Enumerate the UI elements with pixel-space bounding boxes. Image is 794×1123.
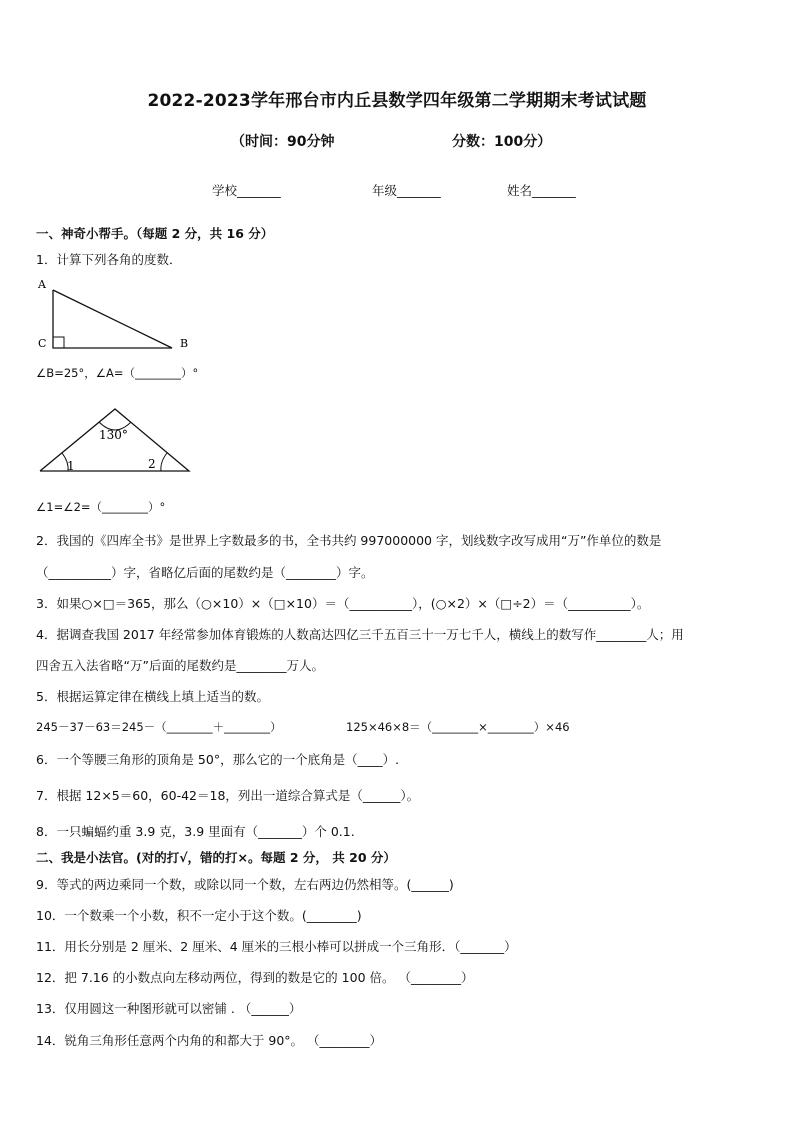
vertex-b-label: B	[180, 337, 189, 350]
question-2-line2: （__________）字，省略亿后面的尾数约是（________）字。	[36, 565, 374, 580]
question-1: 1．计算下列各角的度数．	[36, 252, 182, 267]
question-8: 8．一只蝙蝠约重 3.9 克，3.9 里面有（_______）个 0.1.	[36, 824, 355, 839]
question-9: 9．等式的两边乘同一个数，或除以同一个数，左右两边仍然相等。(______)	[36, 877, 454, 892]
obtuse-triangle-figure	[36, 404, 196, 476]
vertex-c-label: C	[38, 337, 47, 350]
page-title: 2022-2023学年邢台市内丘县数学四年级第二学期期末考试试题	[147, 91, 647, 111]
angle-130-label: 130°	[99, 428, 128, 442]
question-2-line1: 2．我国的《四库全书》是世界上字数最多的书，全书共约 997000000 字，划线数字改写成用“万”作单位的数是	[36, 533, 662, 548]
name-field: 姓名_______	[507, 183, 576, 198]
question-5a: 245－37－63＝245－（________＋________）	[36, 720, 282, 734]
school-field: 学校_______	[212, 183, 281, 198]
angle-1-label: 1	[67, 459, 75, 473]
question-5b: 125×46×8＝（________×________）×46	[346, 720, 570, 734]
question-4-line2: 四舍五入法省略“万”后面的尾数约是________万人。	[36, 658, 324, 673]
question-1b: ∠1=∠2=（________）°	[36, 500, 166, 514]
question-6: 6．一个等腰三角形的顶角是 50°，那么它的一个底角是（____）.	[36, 752, 400, 767]
question-14: 14．锐角三角形任意两个内角的和都大于 90°。 （________）	[36, 1033, 383, 1048]
section1-heading: 一、神奇小帮手。（每题 2 分，共 16 分）	[36, 226, 274, 241]
question-10: 10．一个数乘一个小数，积不一定小于这个数。(________)	[36, 908, 362, 923]
vertex-a-label: A	[38, 278, 46, 291]
question-11: 11．用长分别是 2 厘米、2 厘米、4 厘米的三根小棒可以拼成一个三角形．（_______）	[36, 939, 517, 954]
question-1a: ∠B=25°，∠A=（________）°	[36, 366, 199, 380]
section2-heading: 二、我是小法官。(对的打√，错的打×。每题 2 分， 共 20 分）	[36, 850, 396, 865]
question-3: 3．如果○×□＝365，那么（○×10）×（□×10）＝（__________），(○×2）×（□÷2）＝（__________）。	[36, 596, 650, 611]
angle-2-label: 2	[148, 457, 156, 471]
grade-field: 年级_______	[372, 183, 441, 198]
right-triangle-figure	[30, 275, 200, 357]
exam-time: （时间：90分钟	[231, 134, 335, 150]
question-12: 12．把 7.16 的小数点向左移动两位，得到的数是它的 100 倍。 （________）	[36, 970, 474, 985]
question-5: 5．根据运算定律在横线上填上适当的数。	[36, 689, 269, 704]
question-13: 13．仅用圆这一种图形就可以密铺 . （______）	[36, 1001, 302, 1016]
exam-score: 分数：100分）	[452, 134, 552, 150]
question-7: 7．根据 12×5＝60，60-42＝18，列出一道综合算式是（______）。	[36, 788, 420, 803]
question-4-line1: 4．据调查我国 2017 年经常参加体育锻炼的人数高达四亿三千五百三十一万七千人，横线上的数写作________人；用	[36, 627, 684, 642]
